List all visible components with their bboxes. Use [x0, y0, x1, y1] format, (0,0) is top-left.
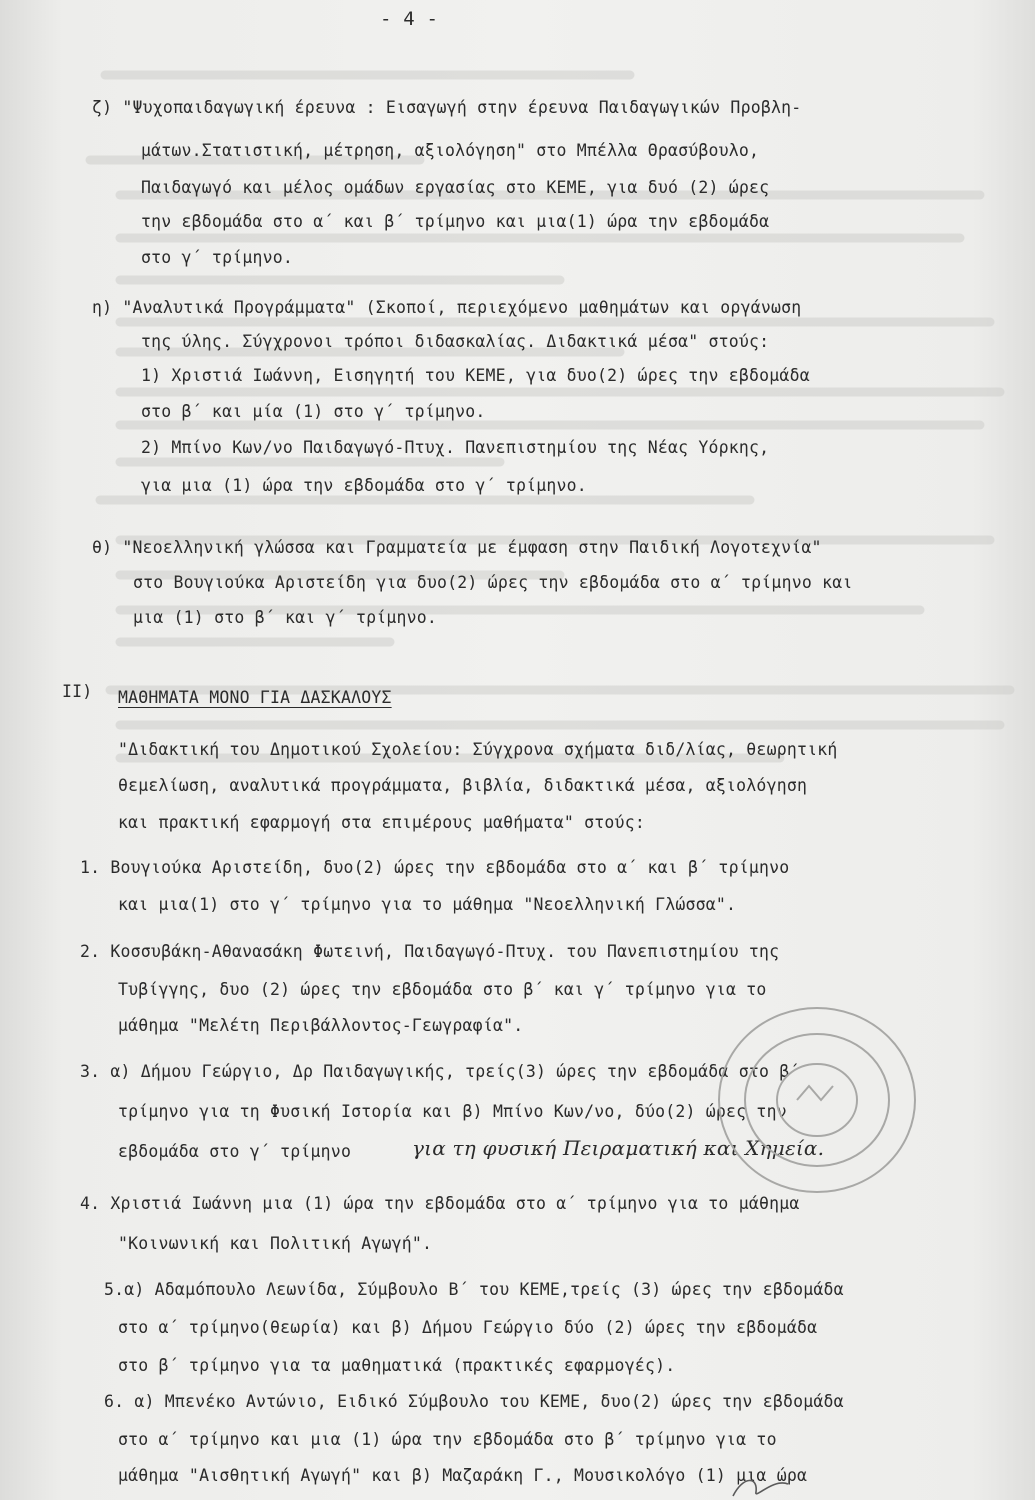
line-eta-3: 1) Χριστιά Ιωάννη, Εισηγητή του ΚΕΜΕ, για δυο(2) ώρες την εβδομάδα — [141, 366, 810, 385]
line-zeta-1: ζ) "Ψυχοπαιδαγωγική έρευνα : Εισαγωγή στην έρευνα Παιδαγωγικών Προβλη- — [92, 98, 802, 117]
line-ii-intro-3: και πρακτική εφαρμογή στα επιμέρους μαθήματα" στούς: — [118, 813, 645, 832]
line-zeta-3: Παιδαγωγό και μέλος ομάδων εργασίας στο ΚΕΜΕ, για δυό (2) ώρες — [141, 178, 770, 197]
line-zeta-5: στο γ΄ τρίμηνο. — [141, 248, 294, 267]
line-item1-2: και μια(1) στο γ΄ τρίμηνο για το μάθημα "Νεοελληνική Γλώσσα". — [118, 895, 737, 914]
line-ii-intro-2: θεμελίωση, αναλυτικά προγράμματα, βιβλία, διδακτικά μέσα, αξιολόγηση — [118, 776, 808, 795]
section-ii-heading: ΜΑΘΗΜΑΤΑ ΜΟΝΟ ΓΙΑ ΔΑΣΚΑΛΟΥΣ — [118, 688, 392, 707]
line-eta-1: η) "Αναλυτικά Προγράμματα" (Σκοποί, περιεχόμενο μαθημάτων και οργάνωση — [92, 298, 802, 317]
line-item5-2: στο α΄ τρίμηνο(θεωρία) και β) Δήμου Γεώργιο δύο (2) ώρες την εβδομάδα — [118, 1318, 818, 1337]
line-item6-1: 6. α) Μπενέκο Αντώνιο, Ειδικό Σύμβουλο του ΚΕΜΕ, δυο(2) ώρες την εβδομάδα — [104, 1392, 844, 1411]
line-item4-1: 4. Χριστιά Ιωάννη μια (1) ώρα την εβδομάδα στο α΄ τρίμηνο για το μάθημα — [80, 1194, 800, 1213]
line-item5-1: 5.α) Αδαμόπουλο Λεωνίδα, Σύμβουλο Β΄ του ΚΕΜΕ,τρείς (3) ώρες την εβδομάδα — [104, 1280, 844, 1299]
handwritten-note: για τη φυσική Πειραματική και Χημεία. — [412, 1136, 825, 1160]
line-item2-2: Τυβίγγης, δυο (2) ώρες την εβδομάδα στο β΄ και γ΄ τρίμηνο για το — [118, 980, 767, 999]
line-item2-1: 2. Κοσσυβάκη-Αθανασάκη Φωτεινή, Παιδαγωγό-Πτυχ. του Πανεπιστημίου της — [80, 942, 780, 961]
line-item1-1: 1. Βουγιούκα Αριστείδη, δυο(2) ώρες την εβδομάδα στο α΄ και β΄ τρίμηνο — [80, 858, 790, 877]
line-theta-2: στο Βουγιούκα Αριστείδη για δυο(2) ώρες την εβδομάδα στο α΄ τρίμηνο και — [133, 573, 853, 592]
line-item5-3: στο β΄ τρίμηνο για τα μαθηματικά (πρακτικές εφαρμογές). — [118, 1356, 676, 1375]
line-eta-5: 2) Μπίνο Κων/νο Παιδαγωγό-Πτυχ. Πανεπιστημίου της Νέας Υόρκης, — [141, 438, 770, 457]
line-item6-3: μάθημα "Αισθητική Αγωγή" και β) Μαζαράκη Γ., Μουσικολόγο (1) μια ώρα — [118, 1466, 808, 1485]
line-zeta-4: την εβδομάδα στο α΄ και β΄ τρίμηνο και μια(1) ώρα την εβδομάδα — [141, 212, 770, 231]
line-item3-2: τρίμηνο για τη Φυσική Ιστορία και β) Μπίνο Κων/νο, δύο(2) ώρες την — [118, 1102, 787, 1121]
line-zeta-2: μάτων.Στατιστική, μέτρηση, αξιολόγηση" στο Μπέλλα Θρασύβουλο, — [141, 141, 760, 160]
line-item2-3: μάθημα "Μελέτη Περιβάλλοντος-Γεωγραφία". — [118, 1016, 524, 1035]
line-theta-1: θ) "Νεοελληνική γλώσσα και Γραμματεία με έμφαση στην Παιδική Λογοτεχνία" — [92, 538, 822, 557]
line-eta-4: στο β΄ και μία (1) στο γ΄ τρίμηνο. — [141, 402, 486, 421]
official-seal-stamp — [712, 1000, 922, 1200]
signature-mark — [728, 1474, 798, 1500]
line-eta-2: της ύλης. Σύγχρονοι τρόποι διδασκαλίας. Διδακτικά μέσα" στούς: — [141, 332, 770, 351]
line-eta-6: για μια (1) ώρα την εβδομάδα στο γ΄ τρίμηνο. — [141, 476, 587, 495]
line-item3-3: εβδομάδα στο γ΄ τρίμηνο — [118, 1142, 352, 1161]
page-number: - 4 - — [380, 8, 439, 30]
line-ii-intro-1: "Διδακτική του Δημοτικού Σχολείου: Σύγχρονα σχήματα διδ/λίας, θεωρητική — [118, 740, 838, 759]
section-ii-label: II) — [62, 682, 93, 701]
line-item6-2: στο α΄ τρίμηνο και μια (1) ώρα την εβδομάδα στο β΄ τρίμηνο για το — [118, 1430, 777, 1449]
line-theta-3: μια (1) στο β΄ και γ΄ τρίμηνο. — [133, 608, 438, 627]
line-item4-2: "Κοινωνική και Πολιτική Αγωγή". — [118, 1234, 433, 1253]
line-item3-1: 3. α) Δήμου Γεώργιο, Δρ Παιδαγωγικής, τρείς(3) ώρες την εβδομάδα στο β΄ — [80, 1062, 800, 1081]
